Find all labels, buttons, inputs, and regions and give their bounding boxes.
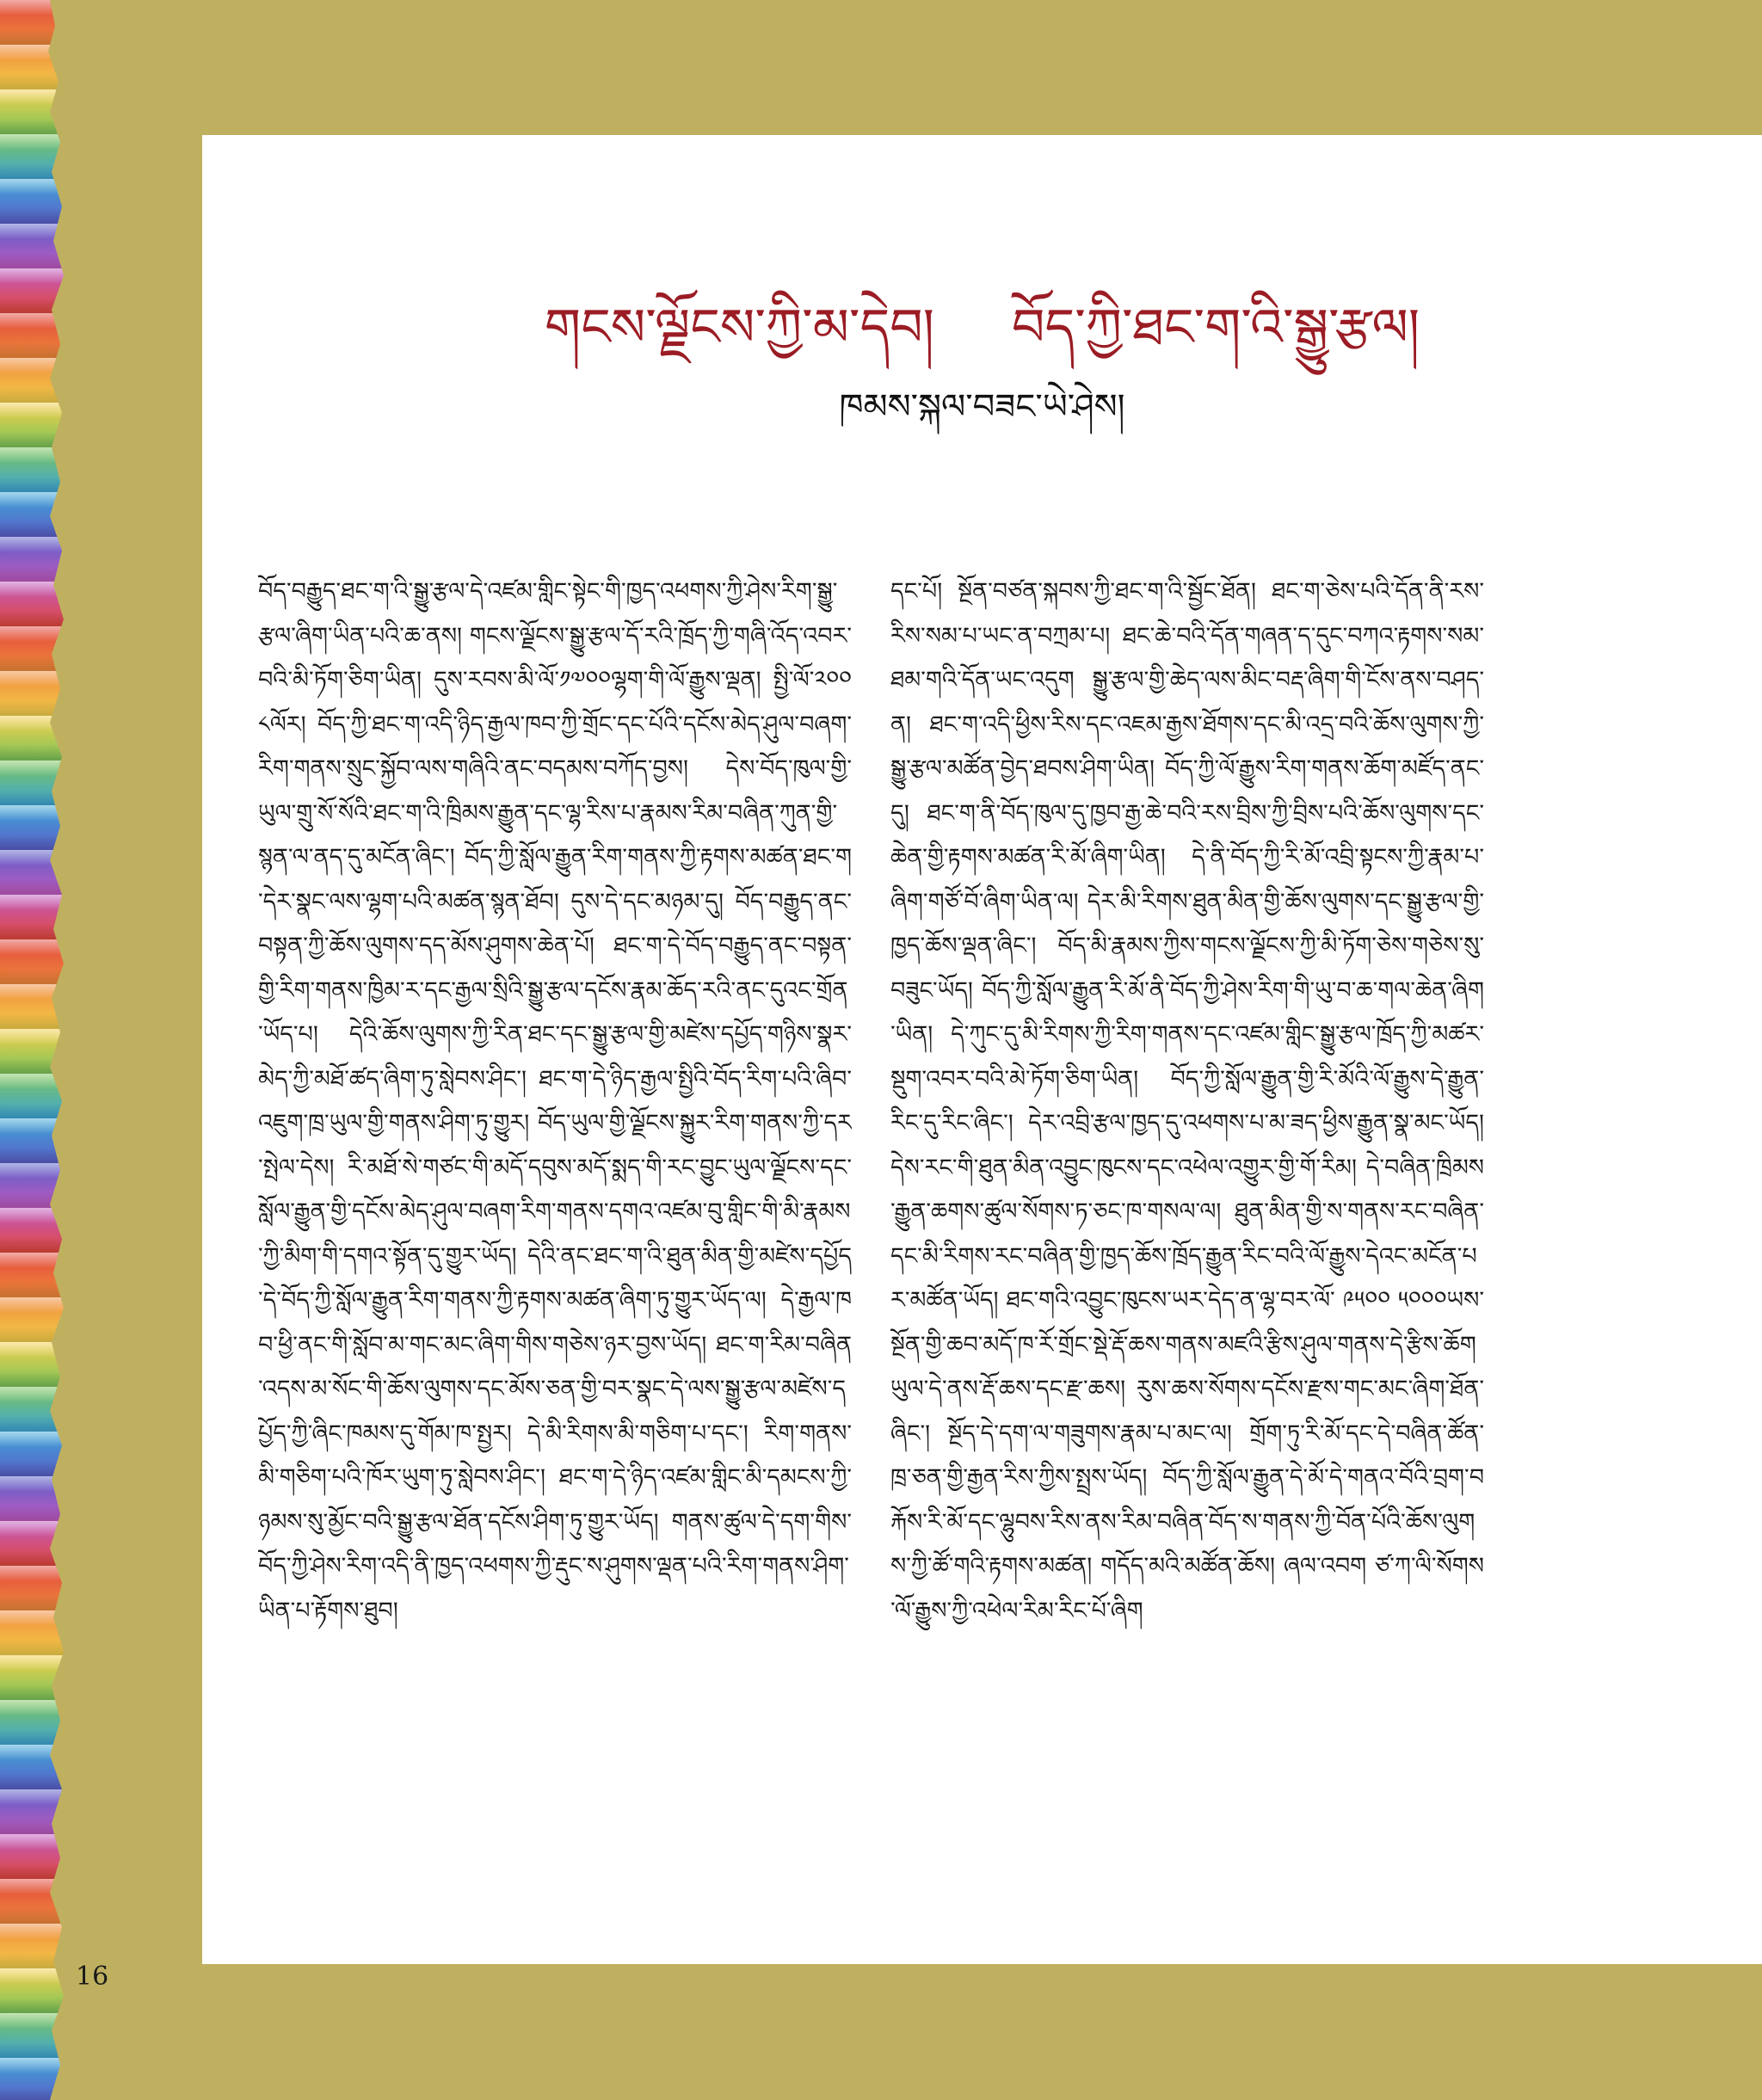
author-byline: ཁམས་སྐལ་བཟང་ཡེ་ཤེས།	[839, 387, 1125, 427]
article-title	[202, 294, 1762, 361]
decorative-candle-border	[0, 0, 65, 2100]
body-column-left: བོད་བརྒྱུད་ཐང་ག་འི་སྒྱུ་རྩལ་དེ་འཛམ་གླིང་སྟེང་གི་ཁྱད་འཕགས་ཀྱི་ཤེས་རིག་སྒྱུ་རྩལ་ཞིག་ཡིན་པའི་ཆ་ནས། གངས་ལྗོངས་སྒྱུ་རྩལ་དོ་རའི་ཁྲོད་ཀྱི་གཞི་འོད་འབར་བའི་མི་ཏོག་ཅིག་ཡིན། དུས་རབས་མི་ལོ་༡༧༠༠ལྷག་གི་ལོ་རྒྱུས་ལྡན། སྤྱི་ལོ་༢༠༠༨ལོར། བོད་ཀྱི་ཐང་ག་འདི་ཉིད་རྒྱལ་ཁབ་ཀྱི་གྲོང་དང་པོའི་དངོས་མེད་ཤུལ་བཞག་རིག་གནས་སྲུང་སྐྱོབ་ལས་གཞིའི་ནང་བདམས་བཀོད་བྱས། དེས་བོད་ཁུལ་གྱི་ཡུལ་གྲུ་སོ་སོའི་ཐང་ག་འི་ཁྲིམས་རྒྱུན་དང་ལྷ་རིས་པ་རྣམས་རིམ་བཞིན་ཀུན་གྱི་སྙན་ལ་ནད་དུ་མངོན་ཞིང་། བོད་ཀྱི་སློལ་རྒྱུན་རིག་གནས་ཀྱི་རྟགས་མཚན་ཐང་ག་དེར་སྣང་ལས་ལྷག་པའི་མཚན་སྙན་ཐོབ། དུས་དེ་དང་མཉམ་དུ། བོད་བརྒྱུད་ནང་བསྟན་ཀྱི་ཆོས་ལུགས་དད་མོས་ཤུགས་ཆེན་པོ། ཐང་ག་དེ་བོད་བརྒྱུད་ནང་བསྟན་གྱི་རིག་གནས་ཁྱིམ་ར་དང་རྒྱལ་སྲིའི་སྒྱུ་རྩལ་དངོས་རྣམ་ཆོད་རའི་ནང་དུའང་གྲོན་ཡོད་པ། དེའི་ཆོས་ལུགས་ཀྱི་རིན་ཐང་དང་སྒྱུ་རྩལ་གྱི་མཛེས་དཔྱོད་གཉིས་སྣར་མེད་ཀྱི་མཐོ་ཚད་ཞིག་ཏུ་སླེབས་ཤིང་། ཐང་ག་དེ་ཉིད་རྒྱལ་སྤྱིའི་བོད་རིག་པའི་ཞིབ་འཇུག་ཁྲ་ཡུལ་གྱི་གནས་ཤིག་ཏུ་གྱུར། བོད་ཡུལ་གྱི་ལྗོངས་སྐྱུར་རིག་གནས་ཀྱི་དར་སྤེལ་དེས། རི་མཐོ་སེ་གཙང་གི་མདོ་དབུས་མདོ་སྨད་གི་རང་བྱུང་ཡུལ་ལྗོངས་དང་སློལ་རྒྱུན་གྱི་དངོས་མེད་ཤུལ་བཞག་རིག་གནས་དགའ་འཛམ་བུ་གླིང་གི་མི་རྣམས་ཀྱི་མིག་གི་དགའ་སྟོན་དུ་གྱུར་ཡོད། དེའི་ནང་ཐང་ག་འི་ཐུན་མིན་གྱི་མཛེས་དཔྱོད་དེ་བོད་ཀྱི་སློལ་རྒྱུན་རིག་གནས་ཀྱི་རྟགས་མཚན་ཞིག་ཏུ་གྱུར་ཡོད་ལ། དེ་རྒྱལ་ཁབ་ཕྱི་ནང་གི་སློབ་མ་གང་མང་ཞིག་གིས་གཅེས་ཉར་བྱས་ཡོད། ཐང་ག་རིམ་བཞིན་འདས་མ་སོང་གི་ཆོས་ལུགས་དང་མོས་ཅན་གྱི་བར་སྣང་དེ་ལས་སྒྱུ་རྩལ་མཛེས་དཔྱོད་ཀྱི་ཞིང་ཁམས་དུ་གོམ་ཁ་སྤྱར། དེ་མི་རིགས་མི་གཅིག་པ་དང་། རིག་གནས་མི་གཅིག་པའི་ཁོར་ཡུག་ཏུ་སླེབས་ཤིང་། ཐང་ག་དེ་ཉིད་འཛམ་གླིང་མི་དམངས་ཀྱི་ཉམས་སུ་མྱོང་བའི་སྒྱུ་རྩལ་ཐོན་དངོས་ཤིག་ཏུ་གྱུར་ཡོད། གནས་ཚུལ་དེ་དག་གིས་བོད་ཀྱི་ཤེས་རིག་འདི་ནི་ཁྱད་འཕགས་ཀྱི་རྡུང་ས་ཤུགས་ལྡན་པའི་རིག་གནས་ཤིག་ཡིན་པ་རྟོགས་ཐུབ།	[258, 578, 852, 1624]
page-number: 16	[76, 1961, 109, 1992]
body-column-right: དང་པོ། སྔོན་བཙན་སྐབས་ཀྱི་ཐང་ག་འི་སྦྱོང་ཐོན། ཐང་ག་ཅེས་པའི་དོན་ནི་རས་རིས་སམ་པ་ཡང་ན་བཀྲམ་པ། ཐང་ཆེ་བའི་དོན་གཞན་ད་དུང་བཀའ་རྟགས་སམ་ཐམ་གའི་དོན་ཡང་འདུག སྒྱུ་རྩལ་གྱི་ཆེད་ལས་མིང་བརྡ་ཞིག་གི་ངོས་ནས་བཤད་ན། ཐང་ག་འདི་ཕྱིས་རིས་དང་འཇམ་རྒྱས་ཐོགས་དང་མི་འདྲ་བའི་ཆོས་ལུགས་ཀྱི་སྒྱུ་རྩལ་མཚོན་བྱེད་ཐབས་ཤིག་ཡིན། བོད་ཀྱི་ལོ་རྒྱུས་རིག་གནས་ཆོག་མཛོད་ནང་དུ། ཐང་ག་ནི་བོད་ཁུལ་དུ་ཁྱབ་རྒྱ་ཆེ་བའི་རས་བྲིས་ཀྱི་བྲིས་པའི་ཆོས་ལུགས་དང་ཆེན་གྱི་རྟགས་མཚན་རི་མོ་ཞིག་ཡིན། དེ་ནི་བོད་ཀྱི་རི་མོ་འབྲི་སྟངས་ཀྱི་རྣམ་པ་ཞིག་གཙོ་བོ་ཞིག་ཡིན་ལ། དེར་མི་རིགས་ཐུན་མིན་གྱི་ཆོས་ལུགས་དང་སྒྱུ་རྩལ་གྱི་ཁྱད་ཆོས་ལྡན་ཞིང་། བོད་མི་རྣམས་ཀྱིས་གངས་ལྗོངས་ཀྱི་མི་ཏོག་ཅེས་གཅེས་སུ་བཟུང་ཡོད། བོད་ཀྱི་སློལ་རྒྱུན་རི་མོ་ནི་བོད་ཀྱི་ཤེས་རིག་གི་ཡུ་བ་ཆ་གལ་ཆེན་ཞིག་ཡིན། དེ་ཀུང་དུ་མི་རིགས་ཀྱི་རིག་གནས་དང་འཛམ་གླིང་སྒྱུ་རྩལ་ཁྲོད་ཀྱི་མཚར་སྡུག་འབར་བའི་མེ་ཏོག་ཅིག་ཡིན། བོད་ཀྱི་སློལ་རྒྱུན་གྱི་རི་མོའི་ལོ་རྒྱུས་དེ་རྒྱུན་རིང་དུ་རིང་ཞིང་། དེར་འབྲི་རྩལ་ཁྱད་དུ་འཕགས་པ་མ་ཟད་ཕྱིས་རྒྱུན་སྣ་མང་ཡོད། དེས་རང་གི་ཐུན་མིན་འབྱུང་ཁུངས་དང་འཕེལ་འགྱུར་གྱི་གོ་རིམ། དེ་བཞིན་ཁྲིམས་རྒྱུན་ཆགས་ཚུལ་སོགས་ཏ་ཅང་ཁ་གསལ་ལ། ཐུན་མིན་གྱི་ས་གནས་རང་བཞིན་དང་མི་རིགས་རང་བཞིན་གྱི་ཁྱད་ཆོས་ཁྲོད་རྒྱུན་རིང་བའི་ལོ་རྒྱུས་དེའང་མངོན་པར་མཚོན་ཡོད། ཐང་གའི་འབྱུང་ཁུངས་ཡར་དེད་ན་ལྷ་བར་ལོ་ ༩༥༠༠ ༥༠༠༠ཡས་སྔོན་གྱི་ཆབ་མདོ་ཁ་རོ་གྲོང་སྡེ་རྡོ་ཆས་གནས་མཛའི་རྩིས་ཤུལ་གནས་དེ་རྩིས་ཆོག ཡུལ་དེ་ནས་རྡོ་ཆས་དང་རྫ་ཆས། རུས་ཆས་སོགས་དངོས་རྫས་གང་མང་ཞིག་ཐོན་ཞིང་། སྔོད་དེ་དག་ལ་གཟུགས་རྣམ་པ་མང་ལ། གྲོག་ཏུ་རི་མོ་དང་དེ་བཞིན་ཚོན་ཁྲ་ཅན་གྱི་རྒྱན་རིས་ཀྱིས་སྤྲས་ཡོད། བོད་ཀྱི་སློལ་རྒྱུན་དེ་མོ་དེ་གནའ་བོའི་བྲག་བརྐོས་རི་མོ་དང་ལྷུབས་རིས་ནས་རིམ་བཞིན་བོད་ས་གནས་ཀྱི་བོན་པོའི་ཆོས་ལུགས་ཀྱི་ཚོ་གའི་རྟགས་མཚན། གདོད་མའི་མཚོན་ཆོས། ཞལ་འབག ཙ་ཀ་ལི་སོགས་ལོ་རྒྱུས་ཀྱི་འཕེལ་རིམ་རིང་པོ་ཞིག	[890, 578, 1484, 1624]
page-panel	[202, 135, 1762, 1964]
title-part-1: གངས་ལྗོངས་ཀྱི་མ་དེབ།	[544, 298, 934, 358]
title-part-2: བོད་ཀྱི་ཐང་ག་འི་སྒྱུ་རྩལ།	[1012, 298, 1420, 358]
